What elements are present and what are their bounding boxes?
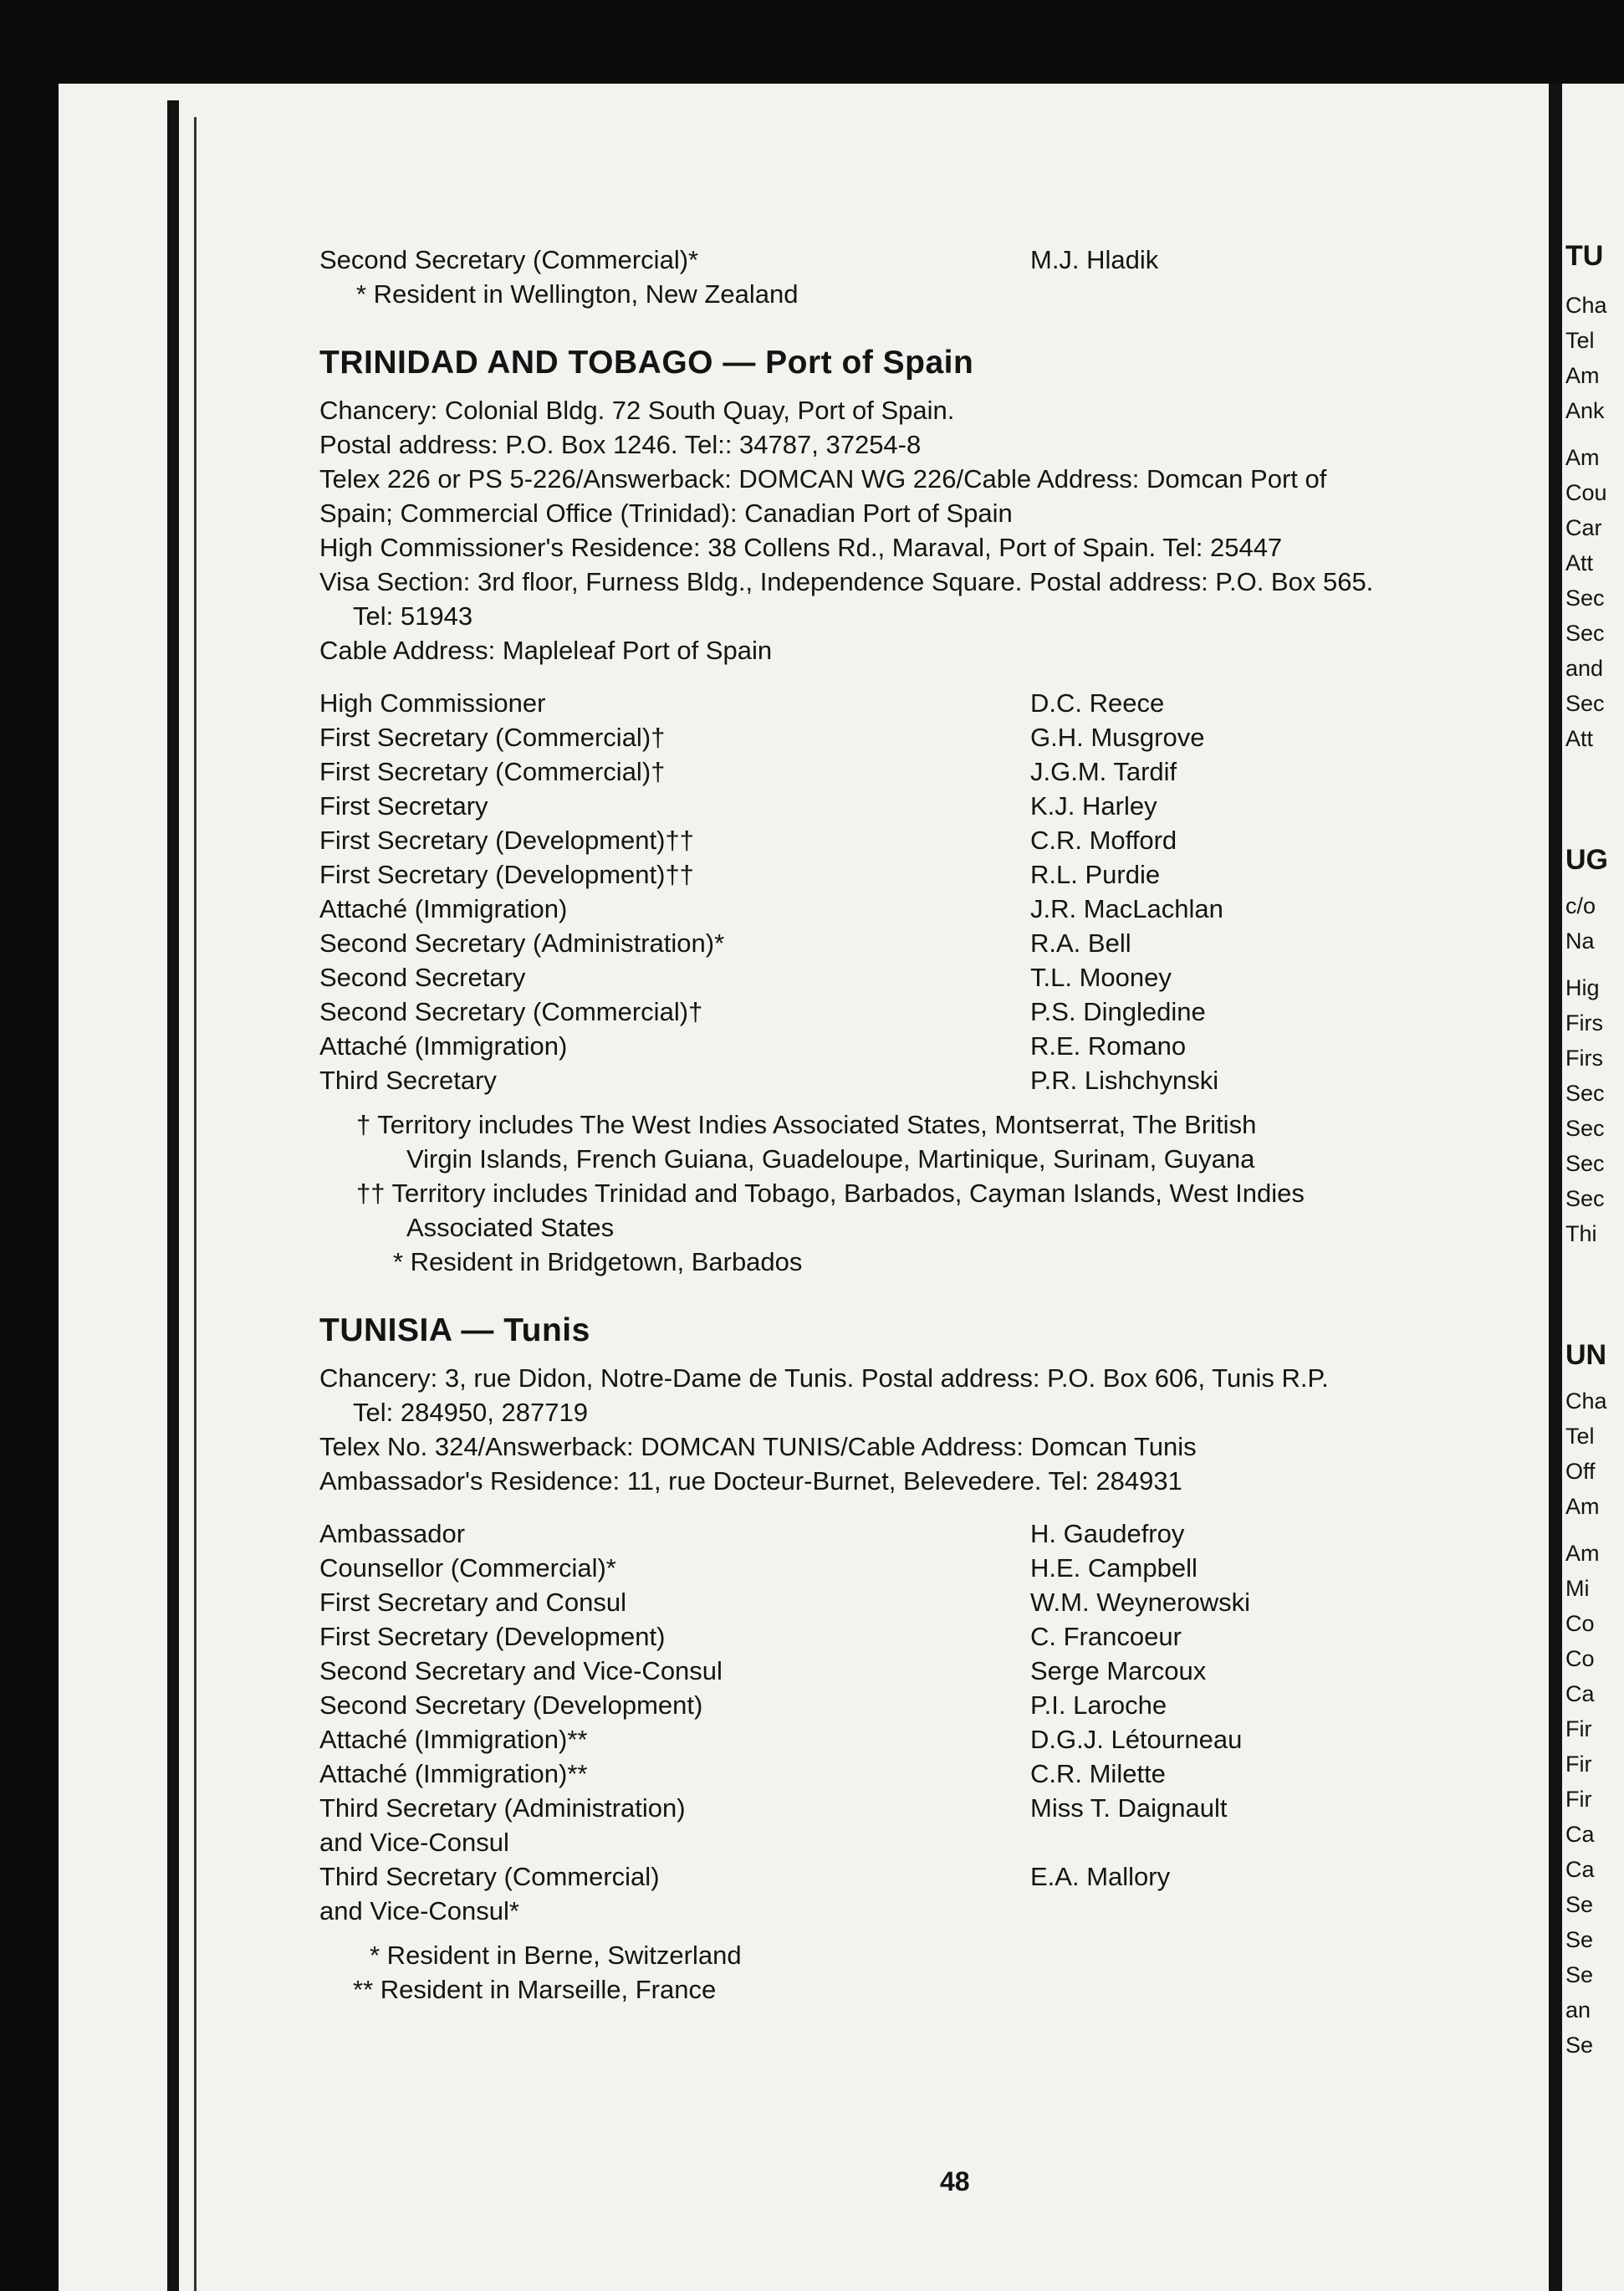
staff-row <box>319 857 1540 892</box>
address-line: High Commissioner's Residence: 38 Collens Rd., Maraval, Port of Spain. Tel: 25447 <box>319 533 1283 562</box>
left-margin-rule <box>167 100 179 2291</box>
facing-line: Sec <box>1565 691 1605 716</box>
staff-name: R.E. Romano <box>1030 1031 1187 1061</box>
address-line: Tel: 284950, 287719 <box>353 1398 588 1427</box>
lead-note: * Resident in Wellington, New Zealand <box>356 279 799 309</box>
facing-line: Se <box>1565 2033 1594 2058</box>
staff-row <box>319 686 1540 720</box>
staff-name: D.C. Reece <box>1030 688 1165 718</box>
staff-role: Counsellor (Commercial)* <box>319 1553 616 1583</box>
footnote-continuation: Virgin Islands, French Guiana, Guadeloupe, Martinique, Surinam, Guyana <box>406 1144 1255 1174</box>
staff-name: Miss T. Daignault <box>1030 1793 1228 1823</box>
facing-line: Ca <box>1565 1857 1595 1882</box>
facing-line: Sec <box>1565 1081 1605 1106</box>
footnote-continuation: Associated States <box>406 1213 615 1242</box>
lead-name: M.J. Hladik <box>1030 245 1159 274</box>
facing-line: an <box>1565 1997 1591 2023</box>
facing-line: Tel <box>1565 1424 1595 1449</box>
staff-name: C.R. Mofford <box>1030 826 1177 855</box>
lead-role: Second Secretary (Commercial)* <box>319 245 699 274</box>
facing-line: Cha <box>1565 293 1607 318</box>
staff-name: J.G.M. Tardif <box>1030 757 1177 786</box>
staff-name: C.R. Milette <box>1030 1759 1166 1788</box>
staff-row <box>319 995 1540 1029</box>
facing-line: Off <box>1565 1459 1596 1484</box>
staff-name: G.H. Musgrove <box>1030 723 1205 752</box>
footnote: † Territory includes The West Indies Associated States, Montserrat, The British <box>356 1110 1257 1139</box>
facing-line: Co <box>1565 1646 1595 1671</box>
staff-name: P.S. Dingledine <box>1030 997 1206 1026</box>
staff-role: Second Secretary <box>319 963 526 992</box>
facing-line: Se <box>1565 1962 1594 1987</box>
staff-role: Attaché (Immigration) <box>319 1031 568 1061</box>
staff-row <box>319 1757 1540 1791</box>
staff-row <box>319 1722 1540 1757</box>
address-line: Spain; Commercial Office (Trinidad): Canadian Port of Spain <box>319 499 1013 528</box>
staff-row <box>319 720 1540 754</box>
staff-row <box>319 1859 1540 1894</box>
staff-name: T.L. Mooney <box>1030 963 1172 992</box>
facing-line: Mi <box>1565 1576 1590 1601</box>
staff-role: First Secretary (Commercial)† <box>319 723 666 752</box>
address-line: Telex 226 or PS 5-226/Answerback: DOMCAN WG 226/Cable Address: Domcan Port of <box>319 464 1327 493</box>
staff-row <box>319 1894 1540 1928</box>
staff-role: Attaché (Immigration)** <box>319 1725 588 1754</box>
facing-line: Cha <box>1565 1388 1607 1414</box>
staff-role: Second Secretary (Administration)* <box>319 928 725 958</box>
facing-line: Car <box>1565 515 1602 540</box>
facing-line: Hig <box>1565 975 1600 1000</box>
staff-row <box>319 1825 1540 1859</box>
staff-role: Second Secretary (Commercial)† <box>319 997 703 1026</box>
staff-row <box>319 1516 1540 1551</box>
facing-heading: TU <box>1565 240 1604 272</box>
facing-line: Fir <box>1565 1751 1592 1777</box>
facing-heading: UN <box>1565 1339 1607 1371</box>
address-line: Cable Address: Mapleleaf Port of Spain <box>319 636 773 665</box>
facing-line: Am <box>1565 363 1600 388</box>
staff-name: D.G.J. Létourneau <box>1030 1725 1243 1754</box>
tunisia-staff-list <box>319 1516 1540 1928</box>
staff-name: E.A. Mallory <box>1030 1862 1171 1891</box>
facing-heading: UG <box>1565 844 1608 876</box>
facing-line: Firs <box>1565 1010 1603 1036</box>
staff-role: and Vice-Consul* <box>319 1896 519 1925</box>
staff-role: Third Secretary (Administration) <box>319 1793 686 1823</box>
staff-role: First Secretary (Commercial)† <box>319 757 666 786</box>
staff-name: Serge Marcoux <box>1030 1656 1207 1685</box>
facing-line: Fir <box>1565 1787 1592 1812</box>
facing-line: Att <box>1565 726 1594 751</box>
staff-role: Ambassador <box>319 1519 466 1548</box>
staff-row <box>319 789 1540 823</box>
facing-line: Sec <box>1565 1116 1605 1141</box>
address-line: Postal address: P.O. Box 1246. Tel:: 34787, 37254-8 <box>319 430 922 459</box>
trinidad-footnotes <box>319 1107 1540 1279</box>
facing-line: c/o <box>1565 893 1596 918</box>
staff-name: H. Gaudefroy <box>1030 1519 1185 1548</box>
footnote: * Resident in Berne, Switzerland <box>370 1941 742 1970</box>
facing-line: and <box>1565 656 1604 681</box>
facing-line: Na <box>1565 928 1595 954</box>
address-line: Chancery: 3, rue Didon, Notre-Dame de Tunis. Postal address: P.O. Box 606, Tunis R.P. <box>319 1363 1329 1393</box>
staff-row <box>319 926 1540 960</box>
staff-role: First Secretary <box>319 791 488 821</box>
staff-row <box>319 823 1540 857</box>
facing-line: Sec <box>1565 586 1605 611</box>
facing-line: Tel <box>1565 328 1595 353</box>
facing-line: Firs <box>1565 1046 1603 1071</box>
staff-role: First Secretary (Development) <box>319 1622 666 1651</box>
address-line: Chancery: Colonial Bldg. 72 South Quay, Port of Spain. <box>319 396 955 425</box>
staff-row <box>319 1619 1540 1654</box>
facing-line: Sec <box>1565 621 1605 646</box>
staff-row <box>319 1688 1540 1722</box>
trinidad-address <box>319 393 1540 667</box>
staff-name: H.E. Campbell <box>1030 1553 1198 1583</box>
staff-name: R.L. Purdie <box>1030 860 1161 889</box>
staff-name: R.A. Bell <box>1030 928 1131 958</box>
staff-row <box>319 1063 1540 1097</box>
staff-row <box>319 754 1540 789</box>
facing-line: Ca <box>1565 1822 1595 1847</box>
staff-role: High Commissioner <box>319 688 546 718</box>
facing-line: Ank <box>1565 398 1605 423</box>
facing-line: Thi <box>1565 1221 1597 1246</box>
facing-page-column <box>1565 236 1624 2063</box>
address-line: Ambassador's Residence: 11, rue Docteur-Burnet, Belevedere. Tel: 284931 <box>319 1466 1182 1496</box>
facing-line: Am <box>1565 1541 1600 1566</box>
trinidad-heading: TRINIDAD AND TOBAGO — Port of Spain <box>319 345 974 381</box>
staff-row <box>319 1585 1540 1619</box>
footnote: * Resident in Bridgetown, Barbados <box>393 1247 803 1276</box>
staff-name: K.J. Harley <box>1030 791 1157 821</box>
facing-line: Sec <box>1565 1186 1605 1211</box>
facing-line: Am <box>1565 445 1600 470</box>
staff-role: Attaché (Immigration) <box>319 894 568 923</box>
staff-name <box>1030 1825 1540 1859</box>
tunisia-footnotes <box>319 1938 1540 2007</box>
directory-content <box>319 243 1540 2007</box>
footnote: †† Territory includes Trinidad and Tobago, Barbados, Cayman Islands, West Indies <box>356 1179 1305 1208</box>
tunisia-address <box>319 1361 1540 1498</box>
staff-role: Third Secretary (Commercial) <box>319 1862 660 1891</box>
staff-role: Second Secretary (Development) <box>319 1690 703 1720</box>
staff-name: W.M. Weynerowski <box>1030 1588 1250 1617</box>
staff-role: First Secretary (Development)†† <box>319 826 694 855</box>
scan-border-top <box>0 0 1624 84</box>
staff-row <box>319 1551 1540 1585</box>
staff-row <box>319 892 1540 926</box>
address-line: Tel: 51943 <box>353 601 473 631</box>
staff-role: Second Secretary and Vice-Consul <box>319 1656 723 1685</box>
staff-name: C. Francoeur <box>1030 1622 1182 1651</box>
address-line: Telex No. 324/Answerback: DOMCAN TUNIS/Cable Address: Domcan Tunis <box>319 1432 1197 1461</box>
staff-role: First Secretary (Development)†† <box>319 860 694 889</box>
scan-border-left <box>0 0 59 2291</box>
page-number: 48 <box>940 2166 970 2196</box>
facing-line: Att <box>1565 550 1594 575</box>
trinidad-staff-list <box>319 686 1540 1097</box>
staff-row <box>319 960 1540 995</box>
staff-row <box>319 1791 1540 1825</box>
staff-name: J.R. MacLachlan <box>1030 894 1223 923</box>
facing-line: Se <box>1565 1927 1594 1952</box>
facing-line: Cou <box>1565 480 1607 505</box>
staff-name: P.I. Laroche <box>1030 1690 1167 1720</box>
facing-line: Co <box>1565 1611 1595 1636</box>
staff-name: P.R. Lishchynski <box>1030 1066 1219 1095</box>
staff-name <box>1030 1894 1540 1928</box>
tunisia-heading: TUNISIA — Tunis <box>319 1312 590 1348</box>
staff-role: First Secretary and Consul <box>319 1588 626 1617</box>
staff-row <box>319 1654 1540 1688</box>
staff-role: Third Secretary <box>319 1066 497 1095</box>
footnote: ** Resident in Marseille, France <box>353 1975 717 2004</box>
facing-line: Am <box>1565 1494 1600 1519</box>
staff-role: Attaché (Immigration)** <box>319 1759 588 1788</box>
address-line: Visa Section: 3rd floor, Furness Bldg., Independence Square. Postal address: P.O. Box 565. <box>319 567 1374 596</box>
facing-line: Fir <box>1565 1716 1592 1741</box>
facing-line: Sec <box>1565 1151 1605 1176</box>
lead-entry <box>319 243 1540 277</box>
staff-role: and Vice-Consul <box>319 1828 509 1857</box>
gutter-rule <box>1549 84 1562 2291</box>
left-margin-thin-rule <box>194 117 197 2291</box>
facing-line: Se <box>1565 1892 1594 1917</box>
facing-line: Ca <box>1565 1681 1595 1706</box>
staff-row <box>319 1029 1540 1063</box>
